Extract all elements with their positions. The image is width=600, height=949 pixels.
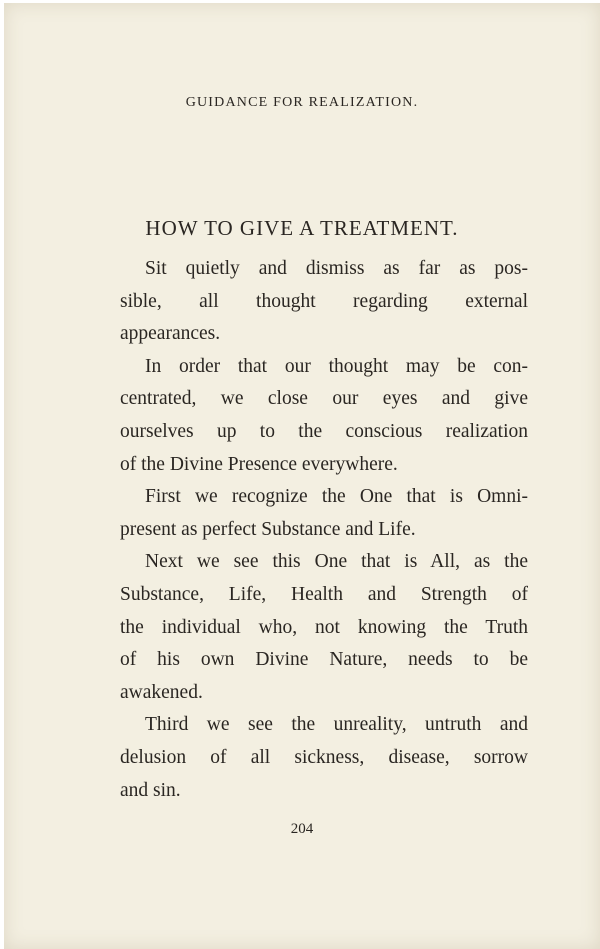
text-line: In order that our thought may be con- bbox=[145, 355, 528, 377]
body-text bbox=[120, 253, 528, 807]
text-line: Sit quietly and dismiss as far as pos- bbox=[145, 258, 528, 279]
running-head: GUIDANCE FOR REALIZATION. bbox=[185, 95, 419, 110]
text-line: appearances. bbox=[120, 323, 221, 345]
text-line: sible, all thought regarding external bbox=[120, 290, 528, 312]
text-line: awakened. bbox=[120, 681, 203, 703]
text-line: of the Divine Presence everywhere. bbox=[120, 453, 398, 475]
text-line: Substance, Life, Health and Strength of bbox=[120, 583, 528, 605]
text-line: and sin. bbox=[120, 779, 181, 801]
text-line: of his own Divine Nature, needs to be bbox=[120, 649, 528, 671]
text-line: delusion of all sickness, disease, sorrow bbox=[120, 746, 528, 768]
text-line: centrated, we close our eyes and give bbox=[120, 388, 528, 410]
section-title: HOW TO GIVE A TREATMENT. bbox=[145, 216, 459, 240]
text-line: Third we see the unreality, untruth and bbox=[145, 714, 528, 736]
page-number: 204 bbox=[290, 821, 314, 837]
text-line: ourselves up to the conscious realization bbox=[120, 420, 528, 442]
book-page bbox=[4, 3, 600, 949]
text-line: the individual who, not knowing the Truth bbox=[120, 616, 528, 638]
text-line: First we recognize the One that is Omni- bbox=[145, 486, 528, 508]
text-line: present as perfect Substance and Life. bbox=[120, 518, 416, 540]
text-line: Next we see this One that is All, as the bbox=[145, 551, 528, 573]
